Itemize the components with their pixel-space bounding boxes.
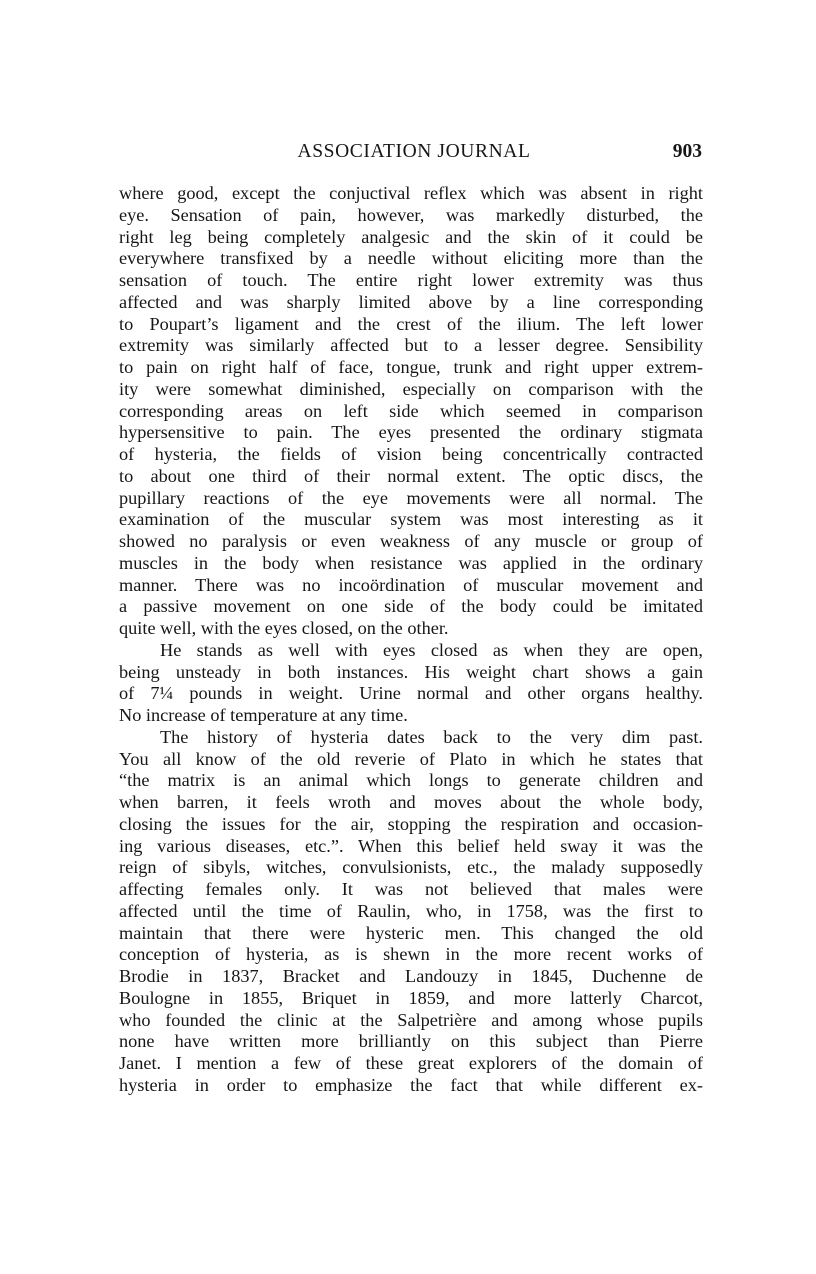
text-line: maintain that there were hysteric men. This changed the old [119,922,703,943]
text-line: who founded the clinic at the Salpetrière and among whose pupils [119,1009,703,1030]
page-number: 903 [672,141,702,162]
text-line: muscles in the body when resistance was applied in the ordinary [119,552,703,573]
text-line: He stands as well with eyes closed as when they are open, [160,639,703,660]
text-line: affected until the time of Raulin, who, in 1758, was the first to [119,900,703,921]
body-text [119,183,703,1097]
paragraph [119,727,703,1097]
text-line: to about one third of their normal extent. The optic discs, the [119,465,703,486]
text-line: hysteria in order to emphasize the fact that while different ex- [119,1074,703,1095]
text-line: to pain on right half of face, tongue, trunk and right upper extrem- [119,357,703,377]
text-line: of 7¼ pounds in weight. Urine normal and other organs healthy. [119,683,703,704]
text-line: when barren, it feels wroth and moves about the whole body, [119,792,703,812]
text-line: everywhere transfixed by a needle without eliciting more than the [119,248,703,269]
text-line: pupillary reactions of the eye movements were all normal. The [119,487,703,508]
text-line: Janet. I mention a few of these great explorers of the domain of [119,1053,703,1073]
text-line: where good, except the conjuctival reflex which was absent in right [119,183,703,203]
text-line: closing the issues for the air, stopping the respiration and occasion- [119,813,703,834]
text-line: You all know of the old reverie of Plato in which he states that [119,748,703,769]
text-line: No increase of temperature at any time. [119,705,408,725]
text-line: manner. There was no incoördination of muscular movement and [119,574,703,595]
text-line: sensation of touch. The entire right lower extremity was thus [119,270,703,290]
text-line: eye. Sensation of pain, however, was markedly disturbed, the [119,204,703,225]
text-line: showed no paralysis or even weakness of any muscle or group of [119,531,703,551]
text-line: examination of the muscular system was most interesting as it [119,509,703,530]
text-line: ity were somewhat diminished, especially on comparison with the [119,378,703,399]
running-head [120,141,702,167]
paragraph [119,640,703,727]
text-line: to Poupart’s ligament and the crest of the ilium. The left lower [119,313,703,334]
text-line: corresponding areas on left side which seemed in comparison [119,400,703,421]
text-line: extremity was similarly affected but to a lesser degree. Sensibility [119,335,703,356]
text-line: none have written more brilliantly on this subject than Pierre [119,1031,703,1052]
text-line: being unsteady in both instances. His weight chart shows a gain [119,661,703,682]
paragraph [119,183,703,640]
text-line: hypersensitive to pain. The eyes presented the ordinary stigmata [119,422,703,443]
text-line: “the matrix is an animal which longs to generate children and [119,770,703,791]
text-line: right leg being completely analgesic and the skin of it could be [119,226,703,247]
text-line: a passive movement on one side of the body could be imitated [119,596,703,617]
text-line: Brodie in 1837, Bracket and Landouzy in 1845, Duchenne de [119,966,703,986]
text-line: ing various diseases, etc.”. When this belief held sway it was the [119,835,703,856]
text-line: affecting females only. It was not believed that males were [119,879,703,899]
text-line: Boulogne in 1855, Briquet in 1859, and more latterly Charcot, [119,987,703,1008]
text-line: quite well, with the eyes closed, on the other. [119,618,449,638]
text-line: reign of sibyls, witches, convulsionists, etc., the malady supposedly [119,857,703,878]
running-title: ASSOCIATION JOURNAL [297,141,531,162]
text-line: affected and was sharply limited above by a line corresponding [119,291,703,312]
text-line: conception of hysteria, as is shewn in the more recent works of [119,944,703,965]
text-line: The history of hysteria dates back to the very dim past. [160,726,703,747]
text-line: of hysteria, the fields of vision being concentrically contracted [119,444,703,464]
